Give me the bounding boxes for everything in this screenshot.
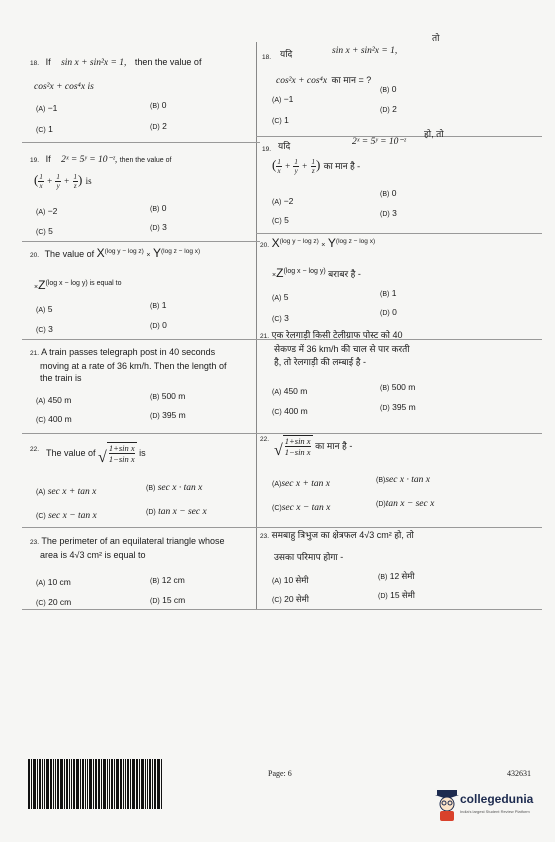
question-22-number: 22. [30, 446, 40, 453]
question-20: 20. The value of $X^{(log y - log z)} \times Y^{(log z - log x)}$ [30, 246, 201, 260]
r-question-18-post: तो [432, 33, 440, 43]
r-option-22d: (D)tan x − sec x [376, 499, 435, 509]
r-option-18b: (B) 0 [380, 84, 397, 94]
option-22c: (C) sec x − tan x [36, 511, 97, 521]
option-22a: (A) sec x + tan x [36, 487, 97, 497]
option-18c: (C) 1 [36, 124, 53, 134]
r-question-22-number: 22. [260, 436, 270, 443]
option-22b: (B) sec x · tan x [146, 483, 203, 493]
r-option-22a: (A)sec x + tan x [272, 479, 330, 489]
r-option-23d: (D) 15 सेमी [378, 590, 415, 600]
option-19c: (C) 5 [36, 226, 53, 236]
option-22d: (D) tan x − sec x [146, 507, 207, 517]
r-option-22b: (B)sec x · tan x [376, 475, 430, 485]
r-question-19-number: 19. [262, 146, 272, 153]
question-20-line2: $\times Z^{(log x - log y) is equal to}$ [34, 278, 122, 292]
option-20b: (B) 1 [150, 300, 167, 310]
question-23: 23. The perimeter of an equilateral triangle whose area is 4√3 cm² is equal to [30, 536, 225, 560]
r-option-22c: (C)sec x − tan x [272, 503, 331, 513]
option-18b: (B) 0 [150, 100, 167, 110]
r-option-19b: (B) 0 [380, 188, 397, 198]
r-option-23c: (C) 20 सेमी [272, 594, 309, 604]
brand-name: collegedunia [460, 792, 534, 806]
question-22: The value of √ $\frac{\text{1+sin x}}{\text{1−sin x}}$ is [46, 443, 146, 466]
r-question-18-number: 18. [262, 54, 272, 61]
divider-end [22, 609, 542, 610]
r-option-19d: (D) 3 [380, 208, 397, 218]
r-option-20d: (D) 0 [380, 307, 397, 317]
option-23d: (D) 15 cm [150, 595, 186, 605]
r-question-20: 20. $X^{(log y - log z)} \times Y^{(log z - log x)}$ [260, 236, 376, 250]
option-20d: (D) 0 [150, 320, 167, 330]
r-question-19-post: हो, तो [424, 129, 444, 139]
r-option-20a: (A) 5 [272, 292, 289, 302]
r-question-18-expr: sin x + sin²x = 1, [332, 46, 398, 56]
r-option-18a: (A) −1 [272, 94, 294, 104]
r-option-23a: (A) 10 सेमी [272, 575, 309, 585]
r-option-18d: (D) 2 [380, 104, 397, 114]
r-option-21d: (D) 395 m [380, 402, 416, 412]
r-option-19a: (A) −2 [272, 196, 294, 206]
divider-19 [22, 142, 260, 143]
question-21: 21. A train passes telegraph post in 40 seconds moving at a rate of 36 km/h. Then the length of the train is [30, 347, 227, 383]
option-18d: (D) 2 [150, 121, 167, 131]
r-question-22: √ $\frac{\text{1+sin x}}{\text{1−sin x}}$ का मान है - [274, 436, 353, 459]
r-question-23: 23. समबाहु त्रिभुज का क्षेत्रफल 4√3 cm² हो, तो उसका परिमाप होगा - [260, 530, 414, 562]
option-23b: (B) 12 cm [150, 575, 185, 585]
r-question-19-pre: यदि [278, 141, 291, 151]
r-question-19-expression: ( $\frac{1}{x}$ + $\frac{1}{y}$ + $\frac{1}{z}$ ) का मान है - [272, 157, 361, 175]
option-19b: (B) 0 [150, 203, 167, 213]
divider-22 [22, 433, 542, 434]
question-19: 19. If 2ˣ = 5ʸ = 10⁻ᶻ, then the value of [30, 154, 172, 165]
brand-tagline: India's largest Student Review Platform [460, 809, 530, 814]
option-21a: (A) 450 m [36, 395, 72, 405]
r-option-19c: (C) 5 [272, 215, 289, 225]
r-option-21b: (B) 500 m [380, 382, 416, 392]
option-19d: (D) 3 [150, 222, 167, 232]
r-option-20b: (B) 1 [380, 288, 397, 298]
barcode [28, 759, 210, 809]
page-number: Page: 6 [268, 769, 292, 778]
r-option-18c: (C) 1 [272, 115, 289, 125]
option-20a: (A) 5 [36, 304, 53, 314]
divider-23 [22, 527, 542, 528]
question-19-expression: ( $\frac{1}{x}$ + $\frac{1}{y}$ + $\frac{1}{z}$ ) is [34, 172, 92, 190]
r-option-23b: (B) 12 सेमी [378, 571, 415, 581]
r-question-19-expr: 2ˣ = 5ʸ = 10⁻ᶻ [352, 137, 406, 147]
r-option-21a: (A) 450 m [272, 386, 308, 396]
divider-20 [22, 241, 260, 242]
r-option-20c: (C) 3 [272, 313, 289, 323]
r-question-20-line2: $\times Z^{(log x - log y)}$ बराबर है - [272, 266, 361, 280]
r-question-18-pre: यदि [280, 49, 293, 59]
option-20c: (C) 3 [36, 324, 53, 334]
question-18-line2: cos²x + cos⁴x is [34, 82, 94, 92]
option-23c: (C) 20 cm [36, 597, 72, 607]
r-question-18-line2: cos²x + cos⁴x का मान = ? [276, 75, 372, 86]
mascot-icon [433, 788, 461, 822]
option-19a: (A) −2 [36, 206, 58, 216]
r-option-21c: (C) 400 m [272, 406, 308, 416]
r-question-21: 21. एक रेलगाड़ी किसी टेलीग्राफ पोस्ट को 40 सेकण्ड में 36 km/h की चाल से पार करती है, तो रेलगाड़ी की लम्बाई है - [260, 330, 410, 367]
option-23a: (A) 10 cm [36, 577, 71, 587]
option-21c: (C) 400 m [36, 414, 72, 424]
paper-code: 432631 [507, 769, 531, 778]
option-21d: (D) 395 m [150, 410, 186, 420]
option-18a: (A) −1 [36, 103, 58, 113]
question-18: 18. If sin x + sin²x = 1, then the value of [30, 57, 202, 68]
brand-logo [433, 788, 543, 824]
divider-r20 [256, 233, 542, 234]
option-21b: (B) 500 m [150, 391, 186, 401]
column-divider [256, 42, 257, 609]
